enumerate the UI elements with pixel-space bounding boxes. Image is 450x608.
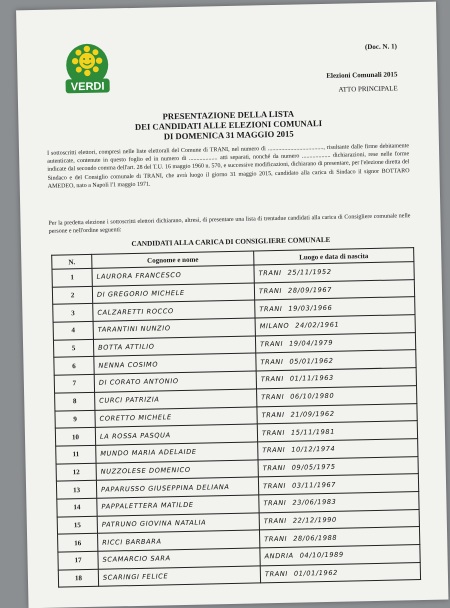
birth-place: TRANI bbox=[262, 481, 287, 490]
birth-date: 09/05/1975 bbox=[291, 462, 336, 472]
row-number: 15 bbox=[57, 516, 97, 535]
row-number: 2 bbox=[52, 286, 92, 305]
birth-date: 01/11/1963 bbox=[289, 374, 334, 384]
birth-date: 15/11/1981 bbox=[290, 427, 336, 437]
candidate-name: RICCI BARBARA bbox=[98, 530, 260, 551]
candidates-table bbox=[51, 247, 421, 588]
candidate-name: DI CORATO ANTONIO bbox=[94, 371, 256, 392]
row-number: 13 bbox=[56, 481, 96, 500]
birth-place: TRANI bbox=[260, 339, 284, 349]
candidate-name: NENNA COSIMO bbox=[94, 353, 256, 374]
candidate-name: PATRUNO GIOVINA NATALIA bbox=[97, 513, 259, 534]
birth-date: 06/10/1980 bbox=[290, 391, 335, 401]
row-number: 7 bbox=[54, 374, 94, 393]
doc-number: (Doc. N. 1) bbox=[364, 42, 397, 52]
verdi-sunflower-logo-icon bbox=[57, 42, 118, 95]
birth-place: TRANI bbox=[263, 516, 287, 526]
candidate-name: SCARINGI FELICE bbox=[98, 566, 260, 587]
row-number: 9 bbox=[55, 410, 95, 429]
birth-place: TRANI bbox=[264, 569, 288, 579]
birth-place: ANDRIA bbox=[264, 552, 294, 561]
birth-date: 28/09/1967 bbox=[287, 285, 333, 295]
birth-place: TRANI bbox=[262, 446, 286, 455]
declaration-paragraph: I sottoscritti elettori, compresi nelle liste elettorali del Comune di TRANI, nel numero di ....................................., risultante dalle firme debitamente autenticate, contenute in questo foglio ed in numero di ................... atti separati, nonché da numero ................... dichiarazioni, rese nelle forme indicate dal secondo comma dell'art. 28 del T.U. 16 maggio 1960 n. 570, e successive modificazioni, dichiarano di presentare, per l'elezione diretta del Sindaco e del Consiglio comunale di TRANI, che avrà luogo il giorno 31 maggio 2015, candidato alla carica di Sindaco il signor BOTTARO AMEDEO, nato a Napoli l'1 maggio 1971. bbox=[46, 143, 410, 190]
candidate-name: NUZZOLESE DOMENICO bbox=[96, 459, 258, 480]
list-paragraph: Per la predetta elezione i sottoscritti elettori dichiarano, altresì, di presentare una lista di trentadue candidati alla carica di Consigliere comunale nelle persone e nell'ordine seguenti: bbox=[48, 213, 411, 235]
birth-place: TRANI bbox=[261, 410, 285, 420]
title-line-3: DI DOMENICA 31 MAGGIO 2015 bbox=[163, 128, 294, 142]
header-birth: Luogo e data di nascita bbox=[254, 248, 414, 265]
birth-place: TRANI bbox=[263, 499, 287, 508]
candidate-name: CALZARETTI ROCCO bbox=[93, 300, 255, 321]
row-number: 5 bbox=[53, 339, 93, 358]
candidate-name: DI GREGORIO MICHELE bbox=[92, 283, 254, 304]
candidate-name: LAURORA FRANCESCO bbox=[92, 265, 254, 286]
title-line-2: DEI CANDIDATI ALLE ELEZIONI COMUNALI bbox=[134, 118, 323, 132]
birth-date: 01/01/1962 bbox=[293, 568, 338, 578]
birth-date: 28/06/1988 bbox=[293, 533, 338, 543]
row-number: 10 bbox=[55, 428, 95, 447]
birth-date: 22/12/1990 bbox=[292, 515, 337, 525]
candidate-name: SCAMARCIO SARA bbox=[98, 548, 260, 569]
row-number: 6 bbox=[54, 357, 94, 376]
row-number: 8 bbox=[55, 392, 95, 411]
table-title: CANDIDATI ALLA CARICA DI CONSIGLIERE COMUNALE bbox=[131, 235, 331, 249]
birth-date: 24/02/1961 bbox=[295, 321, 340, 331]
birth-place: TRANI bbox=[259, 304, 283, 314]
document-title bbox=[18, 106, 439, 145]
birth-place: TRANI bbox=[261, 393, 285, 402]
birth-date: 10/12/1974 bbox=[291, 445, 336, 454]
birth-place: TRANI bbox=[260, 375, 284, 384]
candidate-name: PAPARUSSO GIUSEPPINA DELIANA bbox=[96, 477, 258, 498]
birth-place: TRANI bbox=[258, 269, 282, 278]
birth-date: 05/01/1962 bbox=[289, 356, 334, 366]
birth-date: 19/03/1966 bbox=[288, 303, 333, 313]
candidate-name: BOTTA ATTILIO bbox=[93, 336, 255, 357]
birth-date: 04/10/1989 bbox=[299, 550, 344, 560]
candidate-name: TARANTINI NUNZIO bbox=[93, 318, 255, 339]
birth-place: TRANI bbox=[264, 534, 288, 543]
row-number: 17 bbox=[58, 551, 98, 570]
birth-place: TRANI bbox=[262, 463, 286, 473]
row-number: 11 bbox=[56, 445, 96, 464]
logo-text: VERDI bbox=[70, 80, 105, 94]
birth-place: MILANO bbox=[259, 322, 290, 331]
candidate-name: MUNDO MARIA ADELAIDE bbox=[96, 442, 258, 463]
row-number: 16 bbox=[58, 534, 98, 553]
document-type: ATTO PRINCIPALE bbox=[338, 84, 398, 94]
row-number: 4 bbox=[53, 321, 93, 340]
header-name: Cognome e nome bbox=[92, 251, 254, 268]
birth-place: TRANI bbox=[261, 428, 286, 437]
candidate-name: PAPPALETTERA MATILDE bbox=[97, 495, 259, 516]
candidate-name: CURCI PATRIZIA bbox=[95, 389, 257, 410]
candidate-name: CORETTO MICHELE bbox=[95, 406, 257, 427]
candidate-name: LA ROSSA PASQUA bbox=[95, 424, 257, 445]
header-number: N. bbox=[52, 254, 92, 269]
birth-date: 19/04/1979 bbox=[289, 338, 334, 348]
document-page bbox=[16, 2, 448, 608]
birth-place: TRANI bbox=[258, 286, 283, 296]
row-number: 1 bbox=[52, 268, 92, 287]
birth-date: 03/11/1967 bbox=[291, 480, 337, 490]
election-label: Elezioni Comunali 2015 bbox=[326, 70, 398, 80]
row-number: 14 bbox=[57, 498, 97, 517]
birth-place: TRANI bbox=[260, 357, 284, 367]
birth-date: 25/11/1952 bbox=[287, 268, 332, 278]
birth-info bbox=[260, 562, 420, 583]
birth-date: 23/06/1983 bbox=[292, 498, 337, 507]
row-number: 12 bbox=[56, 463, 96, 482]
row-number: 18 bbox=[58, 569, 98, 588]
birth-date: 21/09/1962 bbox=[290, 409, 335, 419]
row-number: 3 bbox=[53, 304, 93, 323]
title-line-1: PRESENTAZIONE DELLA LISTA bbox=[162, 108, 295, 122]
